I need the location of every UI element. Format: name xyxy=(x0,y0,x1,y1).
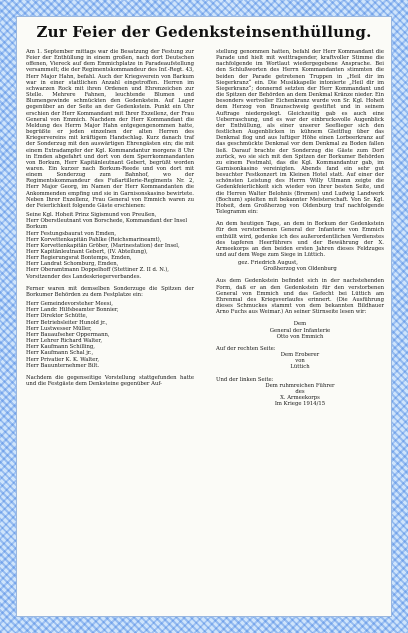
list-item: Herr Oberamtmann Doppelhoff (Stettiner Z. II d. N.), xyxy=(26,267,169,274)
inscription-left xyxy=(216,383,384,408)
paragraph: stellung genommen hatten, befahl der Herr Kommandant die Parade und hielt mit weittragender, kraftvoller Stimme die nachfolgende im Wortlaut wiedergegebene Ansprache. Bei den Schlußworten des Herrn Kommandanten stimmten die beiden der Parade getretenen Truppen in „Heil dir im Siegerkranz“ ein. Die Musikkapelle intonierte „Heil dir im Siegerkranz“; donnernd setzten der Herr Kommandant und die Spitzen der Behörden an dem Denkmal Kränze nieder. Ein besonders wertvoller Eichenkranz wurde von Sr. Kgl. Hoheit dem Herzog von Braunschweig gestiftet und in seinem Auftrage niedergelegt. Gleichzeitig gab es auch eine Ueberraschung, und es war der einbrucksvolle Augenblick der Enthüllung, als einer unserer Seeflieger sich den festlichen Augenblicken in kühnem Gleitflug über das Denkmal flog und aus luftiger Höhe einen Lorbeerkranz auf das geschmückte Denkmal vor dem Denkmal zu Boden fallen ließ. Darauf brachte der Sonderzug die Gäste zum Dorf zurück, wo sie sich mit den Spitzen der Borkumer Behörden zu einem Festmahl, das die Kgl. Kommandantur gab, im Garnisonkasino vereinigten. Abends fand ein sehr gut besuchter Festkonzert im Kleinen Hotel statt. Auf einer der schönsten Leistung des Herrn Willy Ullmann zeigte die Gedenkfeierlichkeit sich wieder von ihrer besten Seite, und die Herren Walter Belohnis (Bremen) und Ludwig Landwerk (Bochum) spielten mit bekannter Meisterschaft. Von Sr. Kgl. Hoheit, dem Großherzog von Oldenburg traf nachfolgende Telegramm ein: xyxy=(216,49,384,216)
list-item: Herr Oberstleutnant von Borschede, Kommandant der Insel Borkum xyxy=(26,218,188,231)
document-page xyxy=(16,16,392,617)
inscription-line: Im Kriege 1914/15 xyxy=(274,401,326,408)
list-item: Herr Gemeindevorsteher Meesi, xyxy=(26,301,113,308)
paragraph: Nachdem die gegenseitige Vorstellung stattgefunden hatte und die Festgäste dem Denksteine gegenüber Auf- xyxy=(26,374,194,387)
list-item: Herr Landrat Schomburg, Emden, xyxy=(26,261,119,268)
list-item: Herr Kaufmann Schilling, xyxy=(26,344,95,351)
list-item: Herr Privatier K. K. Walter, xyxy=(26,356,99,363)
inscription-line: Dem ruhmreichen Führer xyxy=(265,382,335,389)
list-item: Herr Lustwesser Müller, xyxy=(26,325,92,332)
list-item: Herr Regierungsrat Bontemps, Emden, xyxy=(26,255,132,262)
list-item: Herr Korvettenkapitän Pahlke (Reichsmarineamt), xyxy=(26,236,162,243)
telegram-text: An dem heutigen Tage, an dem in Borkum der Gedenkstein für den verstorbenen General der Infanterie von Emmich enthüllt wird, gedenke ich des außerordentlichen Verdienstes des tapferen Heerführers und der Bewährung der X. Armeekorps an den beiden ersten Jahren dieses Feldzuges und auf dem Wege zum Siege in Lüttich. xyxy=(216,221,384,258)
left-column xyxy=(26,49,194,387)
inscription-line: von xyxy=(295,358,305,365)
list-item: Seine Kgl. Hoheit Prinz Sigismund von Preußen, xyxy=(26,212,157,219)
official-list xyxy=(26,301,194,369)
inscription-front xyxy=(216,321,384,339)
list-item: Herr Bauunternehmer Bilt. xyxy=(26,362,100,369)
list-item: Herr Bauaufseher Oppermann, xyxy=(26,331,110,338)
list-item: Herr Betriebsleiter Hunold jr., xyxy=(26,319,108,326)
inscription-line: Lüttich xyxy=(290,364,310,371)
list-item: Herr Landr. Hilfsbeamter Bonnier, xyxy=(26,307,119,314)
inscription-right xyxy=(216,352,384,370)
inscription-line: X. Armeekorps xyxy=(280,394,320,401)
list-item: Herr Kapitänleutnant Gebert, (IV. Abteilung), xyxy=(26,249,148,255)
list-item: Vorsitzender des Landeskriegerverbandes. xyxy=(26,273,142,280)
inscription-line: Dem Eroberer xyxy=(280,352,320,359)
inscription-line: Otto von Emmich xyxy=(276,333,324,340)
inscription-heading: Auf der rechten Seite: xyxy=(216,345,276,352)
page-title: Zur Feier der Gedenksteinsenthüllung. xyxy=(36,23,372,41)
signature-block xyxy=(216,260,384,272)
list-item: Herr Korvettenkapitän Gröber, (Marinestation) der Insel, xyxy=(26,242,180,249)
paragraph: Ferner waren mit demselben Sonderzuge die Spitzen der Borkumer Behörden zu dem Festplatze ein: xyxy=(26,285,194,298)
right-column xyxy=(216,49,384,407)
list-item: Herr Direktor Schütte, xyxy=(26,313,88,320)
paragraph: Aus dem Gedenkstein befindet sich in der nachstehenden Form, daß er an den Gedenkstein für den verstorbenen General von Emmich und das Gefecht bei Lüttich am Ehrenmal des Kriegsverlaufes erinnert. (Die Ausführung dieses Schmuckes stammt von dem bekannten Bildhauer Arno Fuchs aus Weimar.) An seiner Stirnseite lesen wir: xyxy=(216,278,384,316)
inscription-line: Dem xyxy=(293,321,307,328)
signature-name: gez. Friedrich August, xyxy=(238,260,298,267)
list-item: Herr Lehrer Richard Walter, xyxy=(26,338,103,345)
inscription-heading: Und der linken Seite: xyxy=(216,376,274,383)
list-item: Herr Kaufmann Schal jr., xyxy=(26,350,94,357)
inscription-line: des xyxy=(295,388,305,395)
signature-role: Großherzog von Oldenburg xyxy=(263,266,337,273)
paragraph: Am 1. September mittags war die Besatzung der Festung zur Feier der Enthüllung in einem großen, nach dort Deutschen offenen, Viereck auf dem Emmichplatze in Paradeaufstellung versammelt; die der Regimentskommandeur des Inf.-Regt. 43, Herr Major Hahn, befahl. Auch der Kriegsverein von Barkum war in einer stattlichen Anzahl eingetroffen. Herren im schwarzen Rock mit ihren Ordenen und Ehrenzeichen zur Stelle. Mehrere Fahnen, leuchtende Blumen und Blumengewinde schmückten den Gedenkstein. Auf Lager gegenüber an der Seite an der Gedenkstein. Punkt ein Uhr erschien der Herr Kommandant mit Ihrer Exzellenz, der Frau General von Emmich. Nachdem der Herr Kommandant die Meldung des Herrn Major Hahn entgegengenommen hatte, begrüßte er jeden einzelnen der alten Herren des Kriegervereins mit kräftigem Handschlag. Kurz danach traf der Sonderzug mit den auswärtigen Ehrengästen ein; die mit einem Extradampfer der Kgl. Kommandantur morgens 8 Uhr in Emden abgefahrt und dort von dem Sperrkommandanten von Borkum, Herr Kapitänleutnant Gebert, begrüßt worden waren. Ein kurzer nach Borkum-Reede und von dort mit einem Sonderzug zum Bahnhof, wo der Regimentskommandeur des Fußartillerie-Regiments Nr. 2, Herr Major Georg, im Namen der Herr Kommandanten die Ankommenden empfing und sie in Garnisonskasino bewirtete. Neben Ihrer Exzellenz, Frau General von Emmich waren zu der Feierlichkeit folgende Gäste erschienen: xyxy=(26,49,194,209)
list-item: Herr Festungsbaurat von Emden, xyxy=(26,230,117,237)
guest-list xyxy=(26,212,194,280)
inscription-line: General der Infanterie xyxy=(269,327,331,334)
